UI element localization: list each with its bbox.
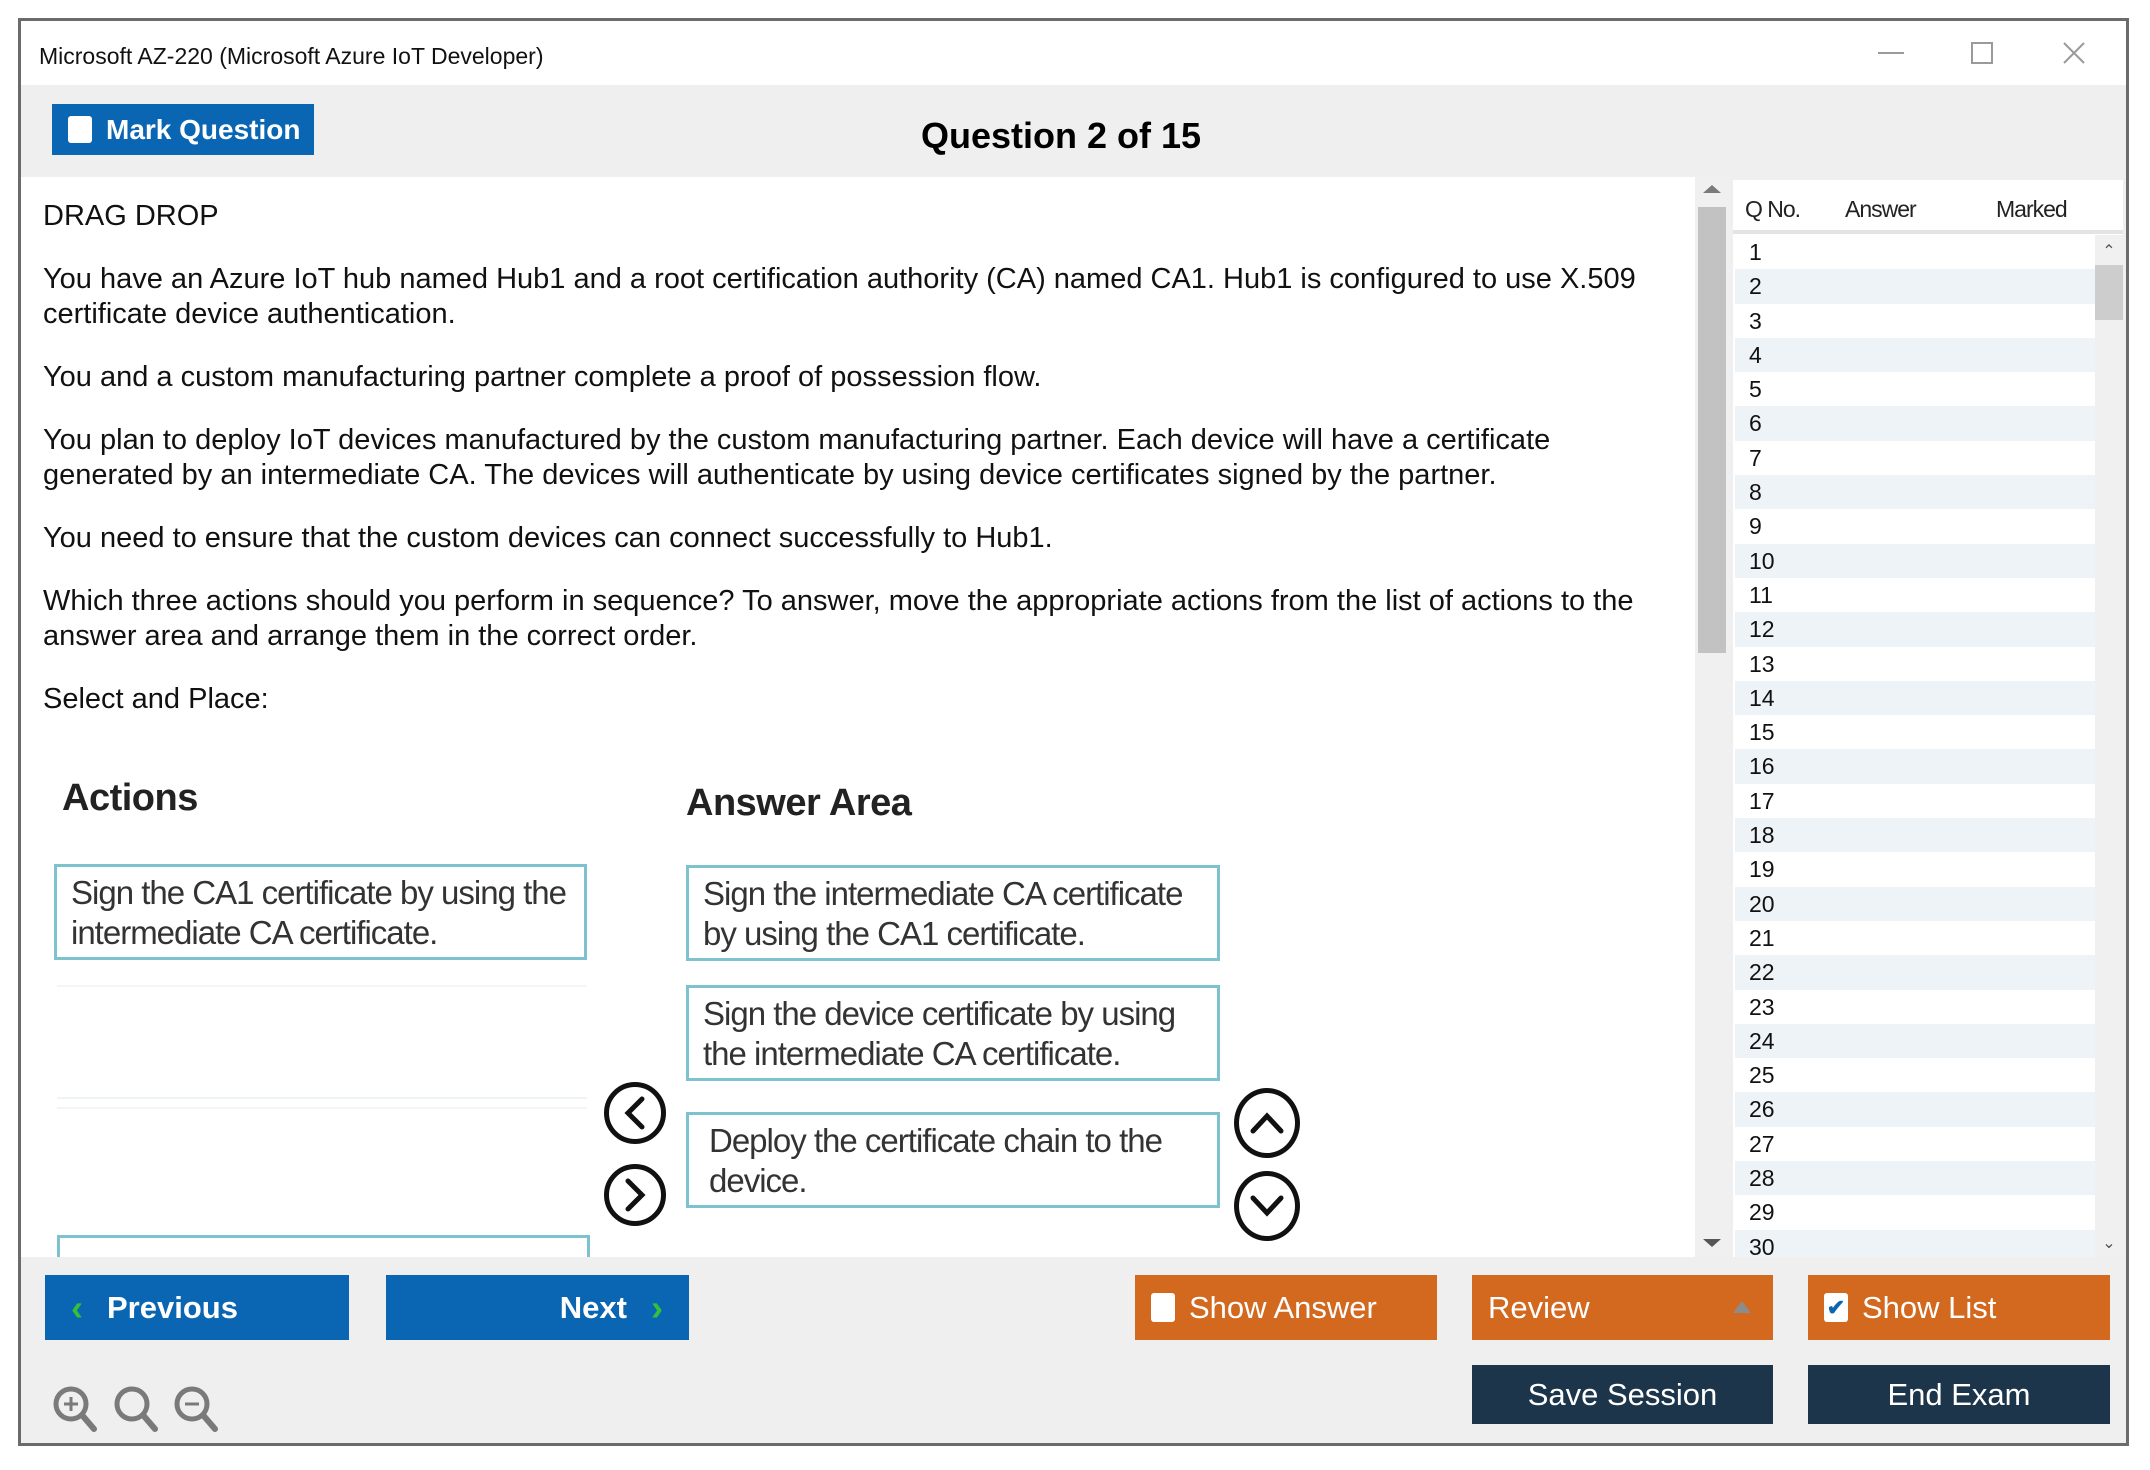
question-list-row[interactable]: 3 (1749, 307, 1762, 334)
question-list-row[interactable]: 7 (1749, 444, 1762, 471)
scrollbar-thumb[interactable] (2095, 265, 2123, 320)
move-up-button[interactable] (1234, 1088, 1300, 1158)
column-header-qno[interactable]: Q No. (1745, 196, 1801, 222)
zoom-in-icon[interactable] (51, 1384, 99, 1434)
answer-area-heading: Answer Area (686, 782, 912, 824)
answer-item[interactable]: Deploy the certificate chain to the device. (686, 1112, 1220, 1208)
show-list-button[interactable] (1808, 1275, 2110, 1340)
action-item[interactable]: Sign the CA1 certificate by using the intermediate CA certificate. (54, 864, 587, 960)
question-header (21, 85, 2126, 177)
question-list-row[interactable]: 11 (1749, 581, 1773, 608)
question-list-row[interactable]: 9 (1749, 513, 1762, 540)
mark-question-label: Mark Question (106, 113, 301, 145)
question-list-scrollbar[interactable] (2095, 235, 2123, 1257)
content-scrollbar[interactable] (1695, 177, 1730, 1257)
show-answer-button[interactable] (1135, 1275, 1437, 1340)
question-list-row[interactable]: 27 (1749, 1130, 1775, 1157)
chevron-down-icon[interactable]: ⌄ (2102, 1235, 2116, 1252)
question-content (21, 177, 1695, 1257)
move-up-icon (1250, 1108, 1284, 1138)
question-list-row[interactable]: 23 (1749, 993, 1775, 1020)
answer-item[interactable]: Sign the device certificate by using the intermediate CA certificate. (686, 985, 1220, 1081)
close-button[interactable] (2044, 33, 2104, 73)
move-down-icon (1250, 1191, 1284, 1221)
question-list-row[interactable]: 28 (1735, 1161, 2095, 1195)
question-list-row[interactable]: 2 (1735, 269, 2095, 303)
minimize-button[interactable] (1861, 33, 1921, 73)
minimize-icon (1878, 51, 1904, 55)
question-list-row[interactable]: 15 (1749, 719, 1775, 746)
question-list-row[interactable]: 10 (1735, 544, 2095, 578)
previous-label: Previous (107, 1289, 238, 1325)
question-list-row[interactable]: 5 (1749, 376, 1762, 403)
window-title: Microsoft AZ-220 (Microsoft Azure IoT Developer) (39, 43, 544, 69)
question-paragraph: You plan to deploy IoT devices manufactured by the custom manufacturing partner. Each device will have a certificate generated by an intermediate CA. The devices will authenticate by using device certificates signed by the partner. (43, 424, 1551, 491)
action-slot-empty[interactable] (57, 1107, 587, 1251)
column-header-answer[interactable]: Answer (1845, 196, 1916, 222)
question-list (1735, 235, 2095, 1257)
checkbox-checked-icon: ✔ (1824, 1293, 1848, 1322)
question-list-row[interactable]: 17 (1749, 787, 1775, 814)
next-label: Next (559, 1289, 627, 1325)
show-answer-label: Show Answer (1189, 1289, 1377, 1325)
triangle-up-icon (1733, 1301, 1751, 1313)
question-list-row[interactable]: 24 (1735, 1024, 2095, 1058)
question-list-row[interactable]: 6 (1735, 406, 2095, 440)
action-item-partial[interactable] (57, 1235, 590, 1257)
scrollbar-thumb[interactable] (1698, 207, 1726, 653)
column-header-marked[interactable]: Marked (1996, 196, 2067, 222)
move-down-button[interactable] (1234, 1171, 1300, 1241)
question-list-row[interactable]: 21 (1749, 924, 1775, 951)
chevron-up-icon[interactable]: ⌃ (2102, 243, 2116, 260)
chevron-left-icon: ‹ (71, 1286, 83, 1328)
question-list-panel (1733, 180, 2123, 1257)
app-window (18, 18, 2129, 1446)
zoom-reset-icon[interactable] (112, 1384, 160, 1434)
move-right-icon (620, 1178, 650, 1212)
question-paragraph: Which three actions should you perform in sequence? To answer, move the appropriate actions from the list of actions to the answer area and arrange them in the correct order. (43, 585, 1634, 652)
maximize-button[interactable] (1952, 33, 2012, 73)
question-list-row[interactable]: 1 (1749, 239, 1762, 265)
question-list-row[interactable]: 8 (1735, 475, 2095, 509)
zoom-out-icon[interactable] (172, 1384, 220, 1434)
show-list-label: Show List (1862, 1289, 1997, 1325)
question-list-row[interactable]: 16 (1735, 749, 2095, 783)
close-icon (2062, 41, 2086, 65)
question-list-row[interactable]: 19 (1749, 856, 1775, 883)
question-list-row[interactable]: 4 (1735, 338, 2095, 372)
title-bar (21, 21, 2126, 85)
action-slot-empty[interactable] (57, 985, 587, 1099)
maximize-icon (1971, 42, 1993, 64)
review-label: Review (1488, 1289, 1590, 1325)
move-left-button[interactable] (604, 1082, 666, 1144)
question-list-header (1733, 180, 2123, 234)
chevron-right-icon: › (651, 1286, 663, 1328)
question-list-row[interactable]: 25 (1749, 1062, 1775, 1089)
question-list-row[interactable]: 12 (1735, 612, 2095, 646)
question-list-row[interactable]: 14 (1735, 681, 2095, 715)
checkbox-icon (1151, 1293, 1175, 1322)
question-list-row[interactable]: 20 (1735, 887, 2095, 921)
question-list-row[interactable]: 30 (1735, 1230, 2095, 1257)
question-list-row[interactable]: 13 (1749, 650, 1775, 677)
scroll-down-icon[interactable] (1703, 1239, 1721, 1247)
footer-bar (21, 1257, 2126, 1443)
question-title: Question 2 of 15 (920, 115, 1202, 156)
move-right-button[interactable] (604, 1164, 666, 1226)
previous-button[interactable] (45, 1275, 349, 1340)
question-paragraph: You need to ensure that the custom devices can connect successfully to Hub1. (43, 522, 1053, 554)
move-left-icon (620, 1096, 650, 1130)
end-exam-button[interactable]: End Exam (1808, 1365, 2110, 1424)
scroll-up-icon[interactable] (1703, 185, 1721, 193)
question-list-row[interactable]: 18 (1735, 818, 2095, 852)
question-type: DRAG DROP (43, 200, 219, 232)
question-list-row[interactable]: 29 (1749, 1199, 1775, 1226)
question-list-row[interactable]: 26 (1735, 1092, 2095, 1126)
question-paragraph: You and a custom manufacturing partner complete a proof of possession flow. (43, 361, 1042, 393)
question-paragraph: You have an Azure IoT hub named Hub1 and a root certification authority (CA) named CA1. Hub1 is configured to use X.509 certificate device authentication. (43, 263, 1636, 330)
actions-heading: Actions (62, 777, 198, 819)
answer-item[interactable]: Sign the intermediate CA certificate by using the CA1 certificate. (686, 865, 1220, 961)
save-session-button[interactable]: Save Session (1472, 1365, 1773, 1424)
next-button[interactable] (386, 1275, 689, 1340)
question-text (43, 199, 1683, 745)
review-dropdown[interactable] (1472, 1275, 1773, 1340)
question-list-row[interactable]: 22 (1735, 955, 2095, 989)
question-paragraph: Select and Place: (43, 683, 269, 715)
